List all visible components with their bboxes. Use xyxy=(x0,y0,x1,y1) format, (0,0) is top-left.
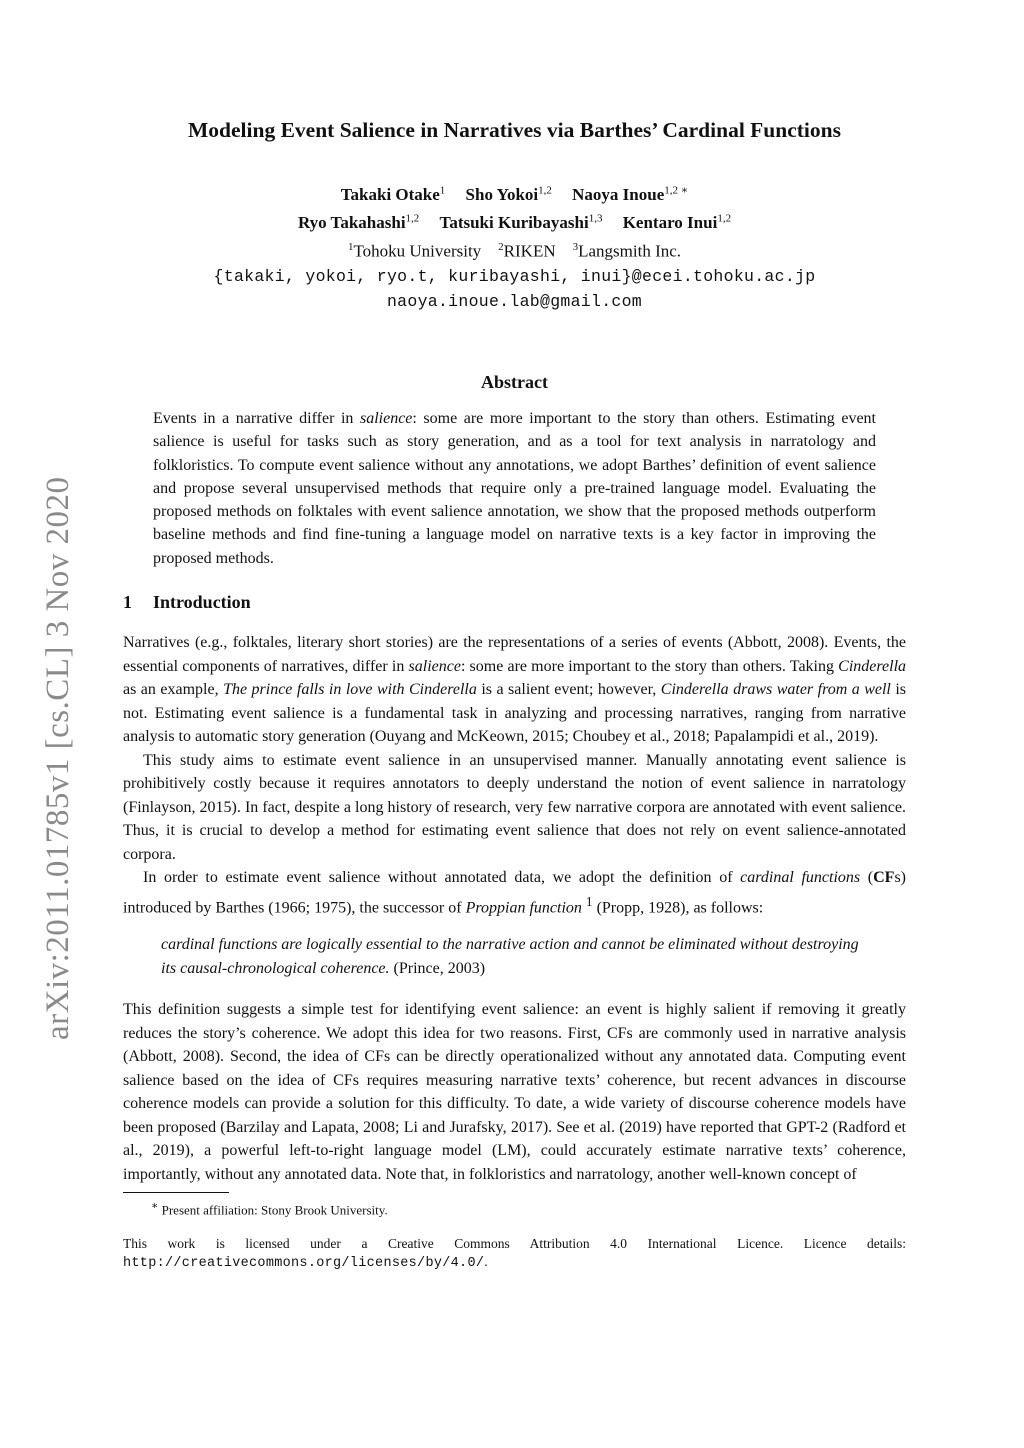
author-line-2 xyxy=(123,207,906,236)
footnote: ∗ Present affiliation: Stony Brook University. xyxy=(151,1200,388,1218)
paper-page xyxy=(123,110,906,1273)
author-name: Tatsuki Kuribayashi$^{1,3}$ xyxy=(439,212,603,233)
author-name: Sho Yokoi$^{1,2}$ xyxy=(465,184,552,204)
license-link[interactable]: http://creativecommons.org/licenses/by/4.0/ xyxy=(123,1255,485,1271)
intro-paragraph-4: This definition suggests a simple test for identifying event salience: an event is highly salient if removing it greatly reduces the story’s coherence. We adopt this idea for two reasons. First, CFs are commonly used in narrative analysis (Abbott, 2008). Second, the idea of CFs can be directly operationalized without any annotated data. Computing event salience based on the idea of CFs requires measuring narrative texts’ coherence, but recent advances in discourse coherence models can provide a solution for this difficulty. To date, a wide variety of discourse coherence models have been proposed (Barzilay and Lapata, 2008; Li and Jurafsky, 2017). See et al. (2019) have reported that GPT-2 (Radford et al., 2019), a powerful left-to-right language model (LM), could accurately estimate narrative texts’ coherence, importantly, without any annotated data. Note that, in folkloristics and narratology, another well-known concept of xyxy=(123,1001,906,1183)
intro-paragraph-3: In order to estimate event salience without annotated data, we adopt the definition of cardinal functions (CFs) introduced by Barthes (1966; 1975), the successor of Proppian function $^1$ (Propp, 1928), as follows: xyxy=(123,869,906,916)
author-name: Kentaro Inui$^{1,2}$ xyxy=(622,212,732,233)
author-name: Naoya Inoue$^{1,2 ∗}$ xyxy=(572,184,689,204)
abstract-heading: Abstract xyxy=(481,371,548,392)
footnote-divider xyxy=(123,1192,229,1193)
author-name: Takaki Otake$^1$ xyxy=(340,184,446,204)
affiliations: $^1$Tohoku University $^2$RIKEN $^3$Langsmith Inc. xyxy=(347,241,682,261)
author-block xyxy=(123,178,906,314)
email-line-2: naoya.inoue.lab@gmail.com xyxy=(386,291,643,311)
section-heading-introduction: 1 Introduction xyxy=(123,592,251,613)
intro-paragraph-2: This study aims to estimate event salience in an unsupervised manner. Manually annotating event salience is prohibitively costly because it requires annotators to deeply understand the notion of event salience in narratology (Finlayson, 2015). In fact, despite a long history of research, very few narrative corpora are annotated with event salience. Thus, it is crucial to develop a method for estimating event salience that does not rely on event salience-annotated corpora. xyxy=(123,751,906,863)
footnote-mark: 1 xyxy=(585,893,593,909)
license-note: This work is licensed under a Creative Commons Attribution 4.0 International Licence. Licence details: http://creativecommons.org/licenses/by/4.0/. xyxy=(123,1235,906,1271)
abstract-text: Events in a narrative differ in salience: some are more important to the story than others. Estimating event salience is useful for tasks such as story generation, and as a tool for text analysis in narratology and folkloristics. To compute event salience without any annotations, we adopt Barthes’ definition of event salience and propose several unsupervised methods that require only a pre-trained language model. Evaluating the proposed methods on folktales with event salience annotation, we show that the proposed methods outperform baseline methods and find fine-tuning a language model on narrative texts is a key factor in improving the proposed methods. xyxy=(153,409,876,567)
author-line-1 xyxy=(123,178,906,207)
paper-title: Modeling Event Salience in Narratives via Barthes’ Cardinal Functions xyxy=(188,118,841,142)
intro-paragraph-1: Narratives (e.g., folktales, literary short stories) are the representations of a series of events (Abbott, 2008). Events, the essential components of narratives, differ in salience: some are more important to the story than others. Taking Cinderella as an example, The prince falls in love with Cinderella is a salient event; however, Cinderella draws water from a well is not. Estimating event salience is a fundamental task in analyzing and processing narratives, ranging from narrative analysis to automatic story generation (Ouyang and McKeown, 2015; Choubey et al., 2018; Papalampidi et al., 2019). xyxy=(123,634,907,746)
email-line-1: {takaki, yokoi, ryo.t, kuribayashi, inui}@ecei.tohoku.ac.jp xyxy=(213,266,816,286)
block-quote: cardinal functions are logically essential to the narrative action and cannot be eliminated without destroying its causal-chronological coherence. (Prince, 2003) xyxy=(161,936,859,977)
author-name: Ryo Takahashi$^{1,2}$ xyxy=(297,212,420,233)
arxiv-identifier: arXiv:2011.01785v1 [cs.CL] 3 Nov 2020 xyxy=(40,476,76,1040)
